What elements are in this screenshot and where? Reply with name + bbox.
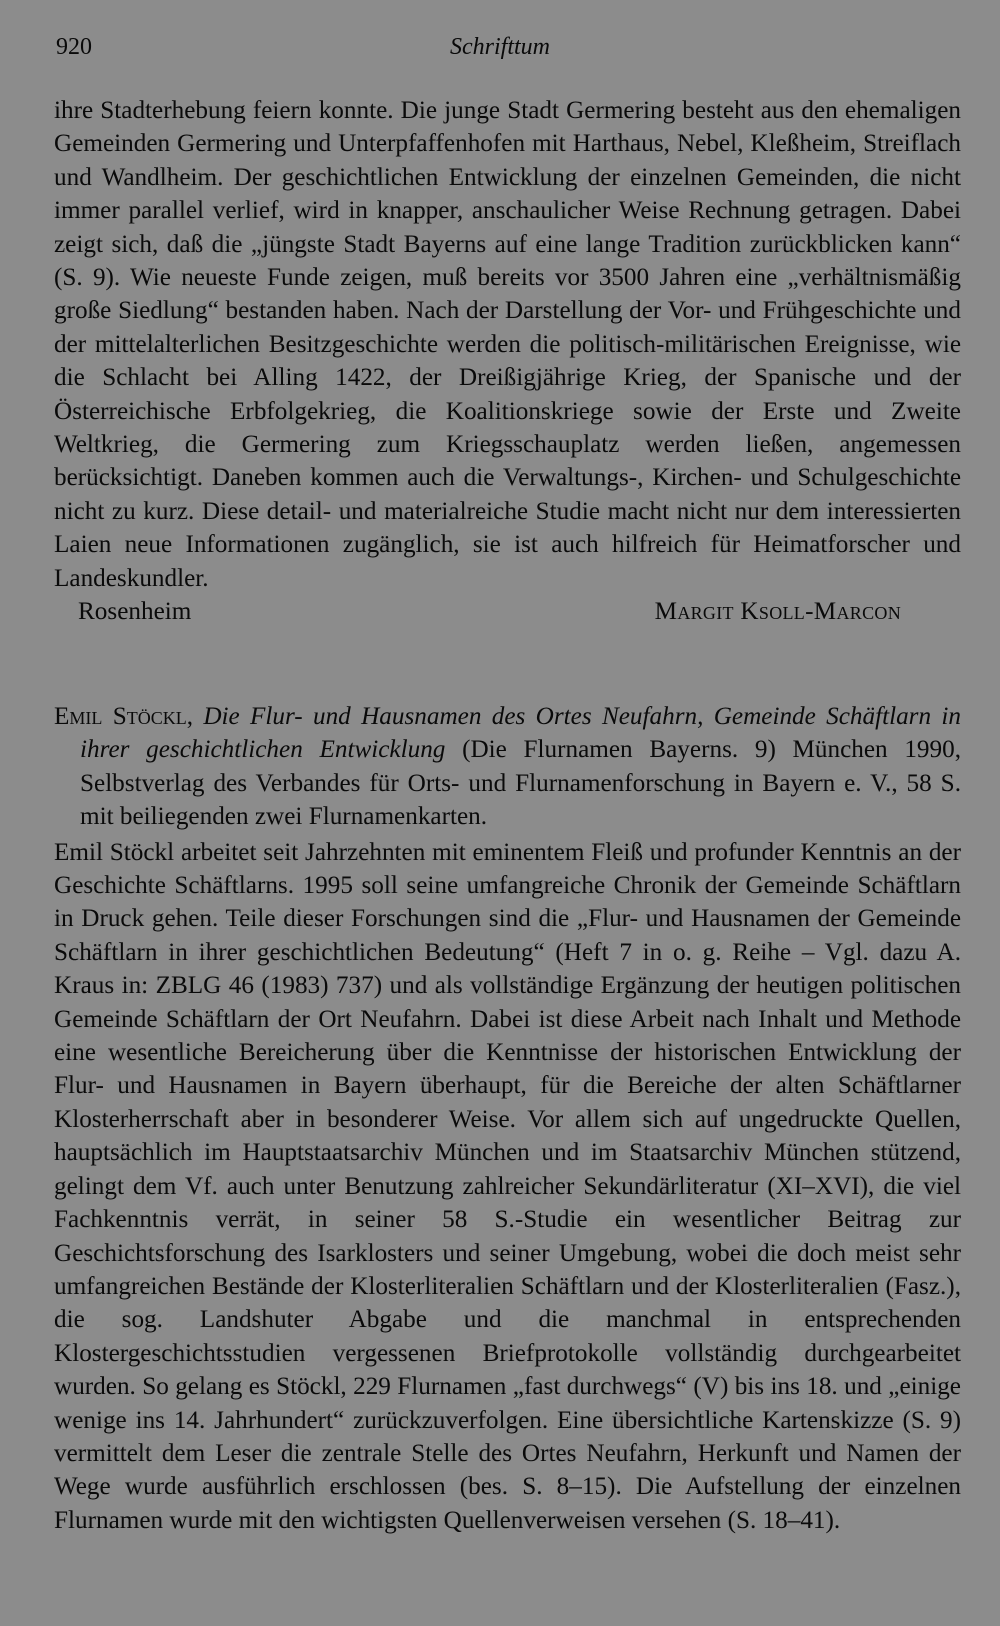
review-body: Emil Stöckl arbeitet seit Jahrzehnten mit eminentem Fleiß und profunder Kenntnis an der Geschichte Schäftlarns. 1995 soll seine umfangreiche Chronik der Gemeinde Schäftlarn in Druck gehen. Teile dieser Forschungen sind die „Flur- und Hausnamen der Gemeinde Schäftlarn in ihrer geschichtlichen Bedeutung“ (Heft 7 in o. g. Reihe – Vgl. dazu A. Kraus in: ZBLG 46 (1983) 737) und als vollständige Ergänzung der heutigen politischen Gemeinde Schäftlarn der Ort Neufahrn. Dabei ist diese Arbeit nach Inhalt und Methode eine wesentliche Bereicherung über die Kenntnisse der historischen Entwicklung der Flur- und Hausnamen in Bayern überhaupt, für die Bereiche der alten Schäftlarner Klosterherrschaft aber in besonderer Weise. Vor allem sich auf ungedruckte Quellen, hauptsächlich im Hauptstaatsarchiv München und im Staatsarchiv München stützend, gelingt dem Vf. auch unter Benutzung zahlreicher Sekundärliteratur (XI–XVI), die viel Fachkenntnis verrät, in seiner 58 S.-Studie ein wesentlicher Beitrag zur Geschichtsforschung des Isarklosters und seiner Umgebung, wobei die doch meist sehr umfangreichen Bestände der Klosterliteralien Schäftlarn und der Klosterliteralien (Fasz.), die sog. Landshuter Abgabe und die manchmal in entsprechenden Klostergeschichtsstudien vergessenen Briefprotokolle vollständig durchgearbeitet wurden. So gelang es Stöckl, 229 Flurnamen „fast durchwegs“ (V) bis ins 18. und „einige wenige ins 14. Jahrhundert“ zurückzuverfolgen. Eine übersichtliche Kartenskizze (S. 9) vermittelt dem Leser die zentrale Stelle des Ortes Neufahrn, Herkunft und Namen der Wege wurde ausführlich erschlossen (bes. S. 8–15). Die Aufstellung der einzelnen Flurnamen wurde mit den wichtigsten Quellenverweisen versehen (S. 18–41). — [54, 838, 961, 1534]
review-signature — [54, 595, 961, 629]
book-title: Die Flur- und Hausnamen des Ortes Neufahrn, Gemeinde Schäftlarn in ihrer geschichtlichen Entwicklung — [80, 703, 961, 764]
reviewer-name: Margit Ksoll-Marcon — [654, 598, 901, 626]
running-title: Schrifttum — [450, 34, 550, 60]
bibliographic-entry — [54, 700, 961, 834]
book-author: Emil Stöckl, — [54, 703, 193, 730]
review-body: ihre Stadterhebung feiern konnte. Die junge Stadt Germering besteht aus den ehemaligen Gemeinden Germering und Unterpfaffenhofen mit Harthaus, Nebel, Kleßheim, Streiflach und Wandlheim. Der geschichtlichen Entwicklung der einzelnen Gemeinden, die nicht immer parallel verlief, wird in knapper, anschaulicher Weise Rechnung getragen. Dabei zeigt sich, daß die „jüngste Stadt Bayerns auf eine lange Tradition zurückblicken kann“ (S. 9). Wie neueste Funde zeigen, muß bereits vor 3500 Jahren eine „verhältnismäßig große Siedlung“ bestanden haben. Nach der Darstellung der Vor- und Frühgeschichte und der mittelalterlichen Besitzgeschichte werden die politisch-militärischen Ereignisse, wie die Schlacht bei Alling 1422, der Dreißigjährige Krieg, der Spanische und der Österreichische Erbfolgekrieg, die Koalitionskriege sowie der Erste und Zweite Weltkrieg, die Germering zum Kriegsschauplatz werden ließen, angemessen berücksichtigt. Daneben kommen auch die Verwaltungs-, Kirchen- und Schulgeschichte nicht zu kurz. Diese detail- und materialreiche Studie macht nicht nur dem interessierten Laien neue Informationen zugänglich, sie ist auch hilfreich für Heimatforscher und Landeskundler. — [54, 97, 961, 592]
book-review — [54, 700, 961, 1537]
reviewer-place: Rosenheim — [78, 598, 192, 626]
publication-details: (Die Flurnamen Bayerns. 9) München 1990, Selbstverlag des Verbandes für Orts- und Flurnamenforschung in Bayern e. V., 58 S. mit beiliegenden zwei Flurnamenkarten. — [80, 736, 962, 831]
review-continued — [54, 94, 961, 629]
page-number: 920 — [56, 34, 92, 60]
page-header — [56, 34, 944, 70]
